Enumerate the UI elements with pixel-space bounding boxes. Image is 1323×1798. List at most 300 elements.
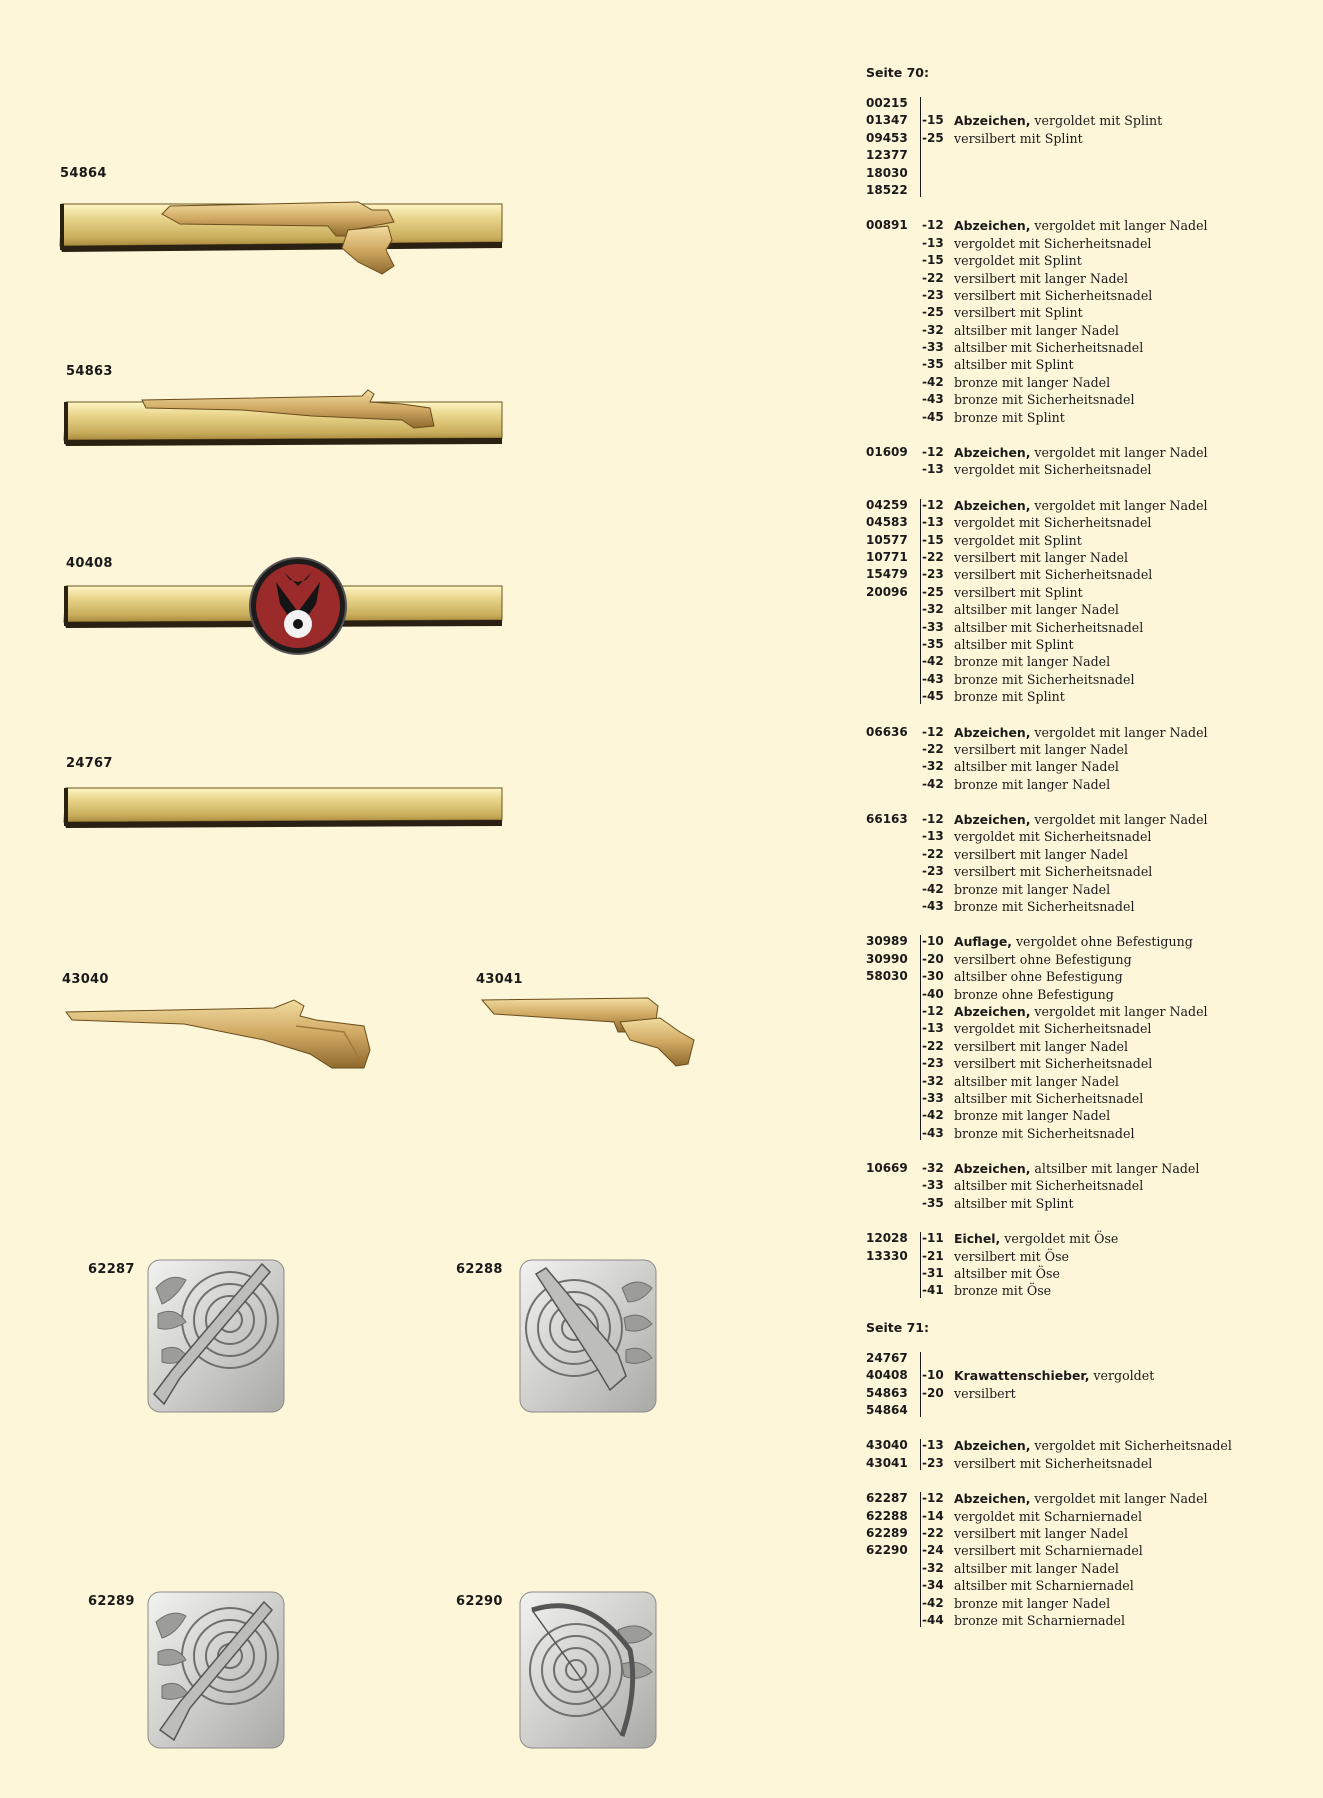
finish-description: altsilber mit Scharniernadel [954,1578,1134,1594]
finish-description: bronze mit langer Nadel [954,881,1111,897]
price-row [866,741,1306,758]
finish-description: bronze mit Scharniernadel [954,1612,1125,1628]
product-code-62290: 62290 [456,1594,503,1609]
variant-suffix: -22 [922,741,944,756]
price-row [866,304,1306,321]
tie-bar-emblem-image [62,552,506,658]
variant-description [954,566,1306,583]
variant-description [954,514,1306,531]
finish-description: vergoldet [1089,1368,1155,1384]
variant-suffix: -30 [922,969,944,984]
variant-suffix: -40 [922,986,944,1001]
group-gap [866,1212,1306,1230]
article-number [866,1282,914,1299]
price-row [866,671,1306,688]
article-number: 62287 [866,1491,908,1506]
group-gap [866,199,1306,217]
article-number [866,1055,914,1072]
price-row [866,1455,1306,1472]
article-number [866,287,914,304]
variant-suffix: -12 [922,445,944,460]
variant-description [954,688,1306,705]
price-row [866,601,1306,618]
article-number: 00215 [866,96,908,110]
finish-description: bronze mit langer Nadel [954,1108,1111,1124]
target-badge-rifle-2-image [146,1590,286,1750]
price-row [866,95,1306,112]
variant-description [954,182,1306,199]
article-number [866,1038,914,1055]
variant-description [954,1248,1306,1265]
variant-suffix: -42 [922,374,944,389]
variant-description [954,898,1306,915]
variant-suffix: -42 [922,881,944,896]
finish-description: bronze mit langer Nadel [954,1595,1111,1611]
variant-description [954,1160,1306,1177]
finish-description: versilbert mit langer Nadel [954,846,1128,862]
article-number: 10669 [866,1161,908,1176]
article-number [866,776,914,793]
finish-description: vergoldet mit langer Nadel [1030,497,1208,513]
product-type: Abzeichen, [954,113,1031,129]
article-number [866,252,914,269]
article-number [866,235,914,252]
price-row [866,339,1306,356]
tie-bar-pistol-image [58,196,504,286]
price-group [866,1350,1306,1420]
article-number [866,1003,914,1020]
product-type: Abzeichen, [954,1491,1031,1507]
variant-suffix: -42 [922,654,944,669]
group-gap [866,426,1306,444]
price-row [866,356,1306,373]
variant-suffix: -44 [922,1612,944,1627]
product-code-43041: 43041 [476,972,523,987]
finish-description: versilbert mit Sicherheitsnadel [954,287,1153,303]
finish-description: vergoldet mit Sicherheitsnadel [1030,1438,1232,1454]
price-row [866,951,1306,968]
price-row [866,252,1306,269]
finish-description: versilbert mit langer Nadel [954,1525,1128,1541]
product-type: Abzeichen, [954,1438,1031,1454]
variant-description [954,409,1306,426]
price-row [866,409,1306,426]
tie-bar-plain-image [62,786,506,830]
variant-description [954,1038,1306,1055]
variant-description [954,1437,1306,1454]
price-row [866,165,1306,182]
article-number [866,828,914,845]
variant-description [954,1003,1306,1020]
finish-description: vergoldet mit langer Nadel [1030,445,1208,461]
variant-description [954,758,1306,775]
price-row [866,724,1306,741]
price-row [866,933,1306,950]
price-row [866,1577,1306,1594]
product-type: Abzeichen, [954,445,1031,461]
finish-description: vergoldet mit langer Nadel [1030,812,1208,828]
product-type: Abzeichen, [954,1003,1031,1019]
variant-suffix: -23 [922,1056,944,1071]
price-row [866,653,1306,670]
article-number [866,653,914,670]
finish-description: bronze mit Sicherheitsnadel [954,671,1135,687]
variant-suffix: -32 [922,1073,944,1088]
finish-description: vergoldet mit Splint [1030,113,1163,129]
price-row [866,881,1306,898]
finish-description: vergoldet mit Sicherheitsnadel [954,515,1152,531]
article-number: 01347 [866,113,908,128]
article-number: 12377 [866,148,908,163]
price-row [866,968,1306,985]
article-number [866,846,914,863]
finish-description: vergoldet ohne Befestigung [1011,934,1193,950]
price-group [866,811,1306,915]
price-row [866,1265,1306,1282]
article-number [866,409,914,426]
variant-description [954,863,1306,880]
finish-description: versilbert mit langer Nadel [954,1038,1128,1054]
finish-description: versilbert mit Sicherheitsnadel [954,1056,1153,1072]
variant-description [954,1525,1306,1542]
variant-description [954,1595,1306,1612]
variant-suffix: -42 [922,776,944,791]
price-row [866,270,1306,287]
finish-description: altsilber mit Öse [954,1266,1060,1282]
article-number [866,636,914,653]
finish-description: bronze mit langer Nadel [954,776,1111,792]
finish-description: versilbert mit Sicherheitsnadel [954,864,1153,880]
price-row [866,1350,1306,1367]
finish-description: altsilber mit langer Nadel [1030,1161,1200,1177]
article-number [866,863,914,880]
price-row [866,217,1306,234]
variant-suffix: -25 [922,584,944,599]
article-number [866,339,914,356]
article-number [866,1073,914,1090]
variant-description [954,671,1306,688]
price-row [866,1248,1306,1265]
variant-description [954,1230,1306,1247]
price-row [866,636,1306,653]
finish-description: versilbert mit Splint [954,130,1083,146]
variant-suffix: -15 [922,113,944,128]
product-code-62289: 62289 [88,1594,135,1609]
article-number [866,270,914,287]
group-gap [866,1419,1306,1437]
article-number: 58030 [866,969,908,984]
variant-suffix: -12 [922,497,944,512]
finish-description: altsilber mit Sicherheitsnadel [954,340,1144,356]
article-number: 43041 [866,1455,908,1470]
price-row [866,1367,1306,1384]
variant-description [954,1055,1306,1072]
finish-description: altsilber mit Sicherheitsnadel [954,1090,1144,1106]
price-row [866,584,1306,601]
price-row [866,566,1306,583]
article-number [866,986,914,1003]
price-row [866,758,1306,775]
finish-description: vergoldet mit Splint [954,253,1082,269]
grouping-bracket [916,1352,921,1418]
variant-description [954,828,1306,845]
finish-description: vergoldet mit Sicherheitsnadel [954,462,1152,478]
variant-description [954,741,1306,758]
finish-description: versilbert mit Splint [954,305,1083,321]
article-number [866,1177,914,1194]
product-code-54864: 54864 [60,166,107,181]
variant-suffix: -42 [922,1108,944,1123]
article-number [866,688,914,705]
article-number: 62290 [866,1543,908,1558]
variant-suffix: -10 [922,1368,944,1383]
grouping-bracket [916,1492,921,1627]
product-code-43040: 43040 [62,972,109,987]
finish-description: vergoldet mit Scharniernadel [954,1508,1142,1524]
variant-suffix: -34 [922,1578,944,1593]
grouping-bracket [916,1232,921,1298]
product-type: Abzeichen, [954,218,1031,234]
variant-description [954,130,1306,147]
price-row [866,1230,1306,1247]
finish-description: bronze mit langer Nadel [954,654,1111,670]
price-row [866,235,1306,252]
variant-suffix: -22 [922,846,944,861]
price-group [866,933,1306,1142]
finish-description: altsilber mit langer Nadel [954,602,1119,618]
article-number: 00891 [866,218,908,233]
variant-suffix: -43 [922,1125,944,1140]
article-number: 15479 [866,567,908,582]
price-row [866,1003,1306,1020]
finish-description: altsilber mit Splint [954,636,1074,652]
variant-suffix: -23 [922,1455,944,1470]
variant-suffix: -25 [922,305,944,320]
finish-description: altsilber mit Sicherheitsnadel [954,619,1144,635]
finish-description: altsilber ohne Befestigung [954,969,1123,985]
price-row [866,1038,1306,1055]
price-row [866,1508,1306,1525]
article-number [866,1612,914,1629]
variant-suffix: -13 [922,462,944,477]
variant-suffix: -11 [922,1231,944,1246]
article-number [866,741,914,758]
price-row [866,1177,1306,1194]
article-number [866,671,914,688]
variant-suffix: -32 [922,322,944,337]
variant-description [954,846,1306,863]
article-number: 18030 [866,165,908,180]
variant-description [954,986,1306,1003]
article-number [866,601,914,618]
variant-description [954,1490,1306,1507]
variant-suffix: -20 [922,1385,944,1400]
price-group [866,444,1306,479]
article-number: 10577 [866,532,908,547]
price-row [866,322,1306,339]
finish-description: vergoldet mit Splint [954,532,1082,548]
variant-suffix: -13 [922,515,944,530]
finish-description: versilbert mit langer Nadel [954,741,1128,757]
variant-description [954,1577,1306,1594]
price-row [866,444,1306,461]
group-gap [866,479,1306,497]
page-reference-heading: Seite 70: [866,65,929,80]
finish-description: vergoldet mit langer Nadel [1030,218,1208,234]
variant-description [954,112,1306,129]
finish-description: bronze mit Splint [954,689,1065,705]
variant-suffix: -14 [922,1508,944,1523]
variant-description [954,270,1306,287]
price-row [866,1160,1306,1177]
article-number [866,1090,914,1107]
finish-description: versilbert ohne Befestigung [954,951,1132,967]
variant-suffix: -33 [922,1090,944,1105]
finish-description: vergoldet mit langer Nadel [1030,1491,1208,1507]
target-badge-rifle-1-image [146,1258,286,1414]
variant-suffix: -23 [922,864,944,879]
finish-description: altsilber mit langer Nadel [954,322,1119,338]
article-number: 43040 [866,1438,908,1453]
variant-suffix: -10 [922,934,944,949]
variant-description [954,1125,1306,1142]
tie-bar-rifle-image [62,386,506,448]
variant-description [954,1385,1306,1402]
variant-suffix: -20 [922,951,944,966]
finish-description: vergoldet mit langer Nadel [1030,724,1208,740]
price-row [866,986,1306,1003]
article-number: 30990 [866,951,908,966]
product-code-24767: 24767 [66,756,113,771]
group-gap [866,793,1306,811]
price-row [866,1542,1306,1559]
variant-description [954,532,1306,549]
price-row [866,1282,1306,1299]
article-number [866,356,914,373]
article-number [866,1125,914,1142]
variant-description [954,951,1306,968]
variant-suffix: -32 [922,1560,944,1575]
variant-description [954,1107,1306,1124]
finish-description: bronze mit Sicherheitsnadel [954,1125,1135,1141]
finish-description: versilbert mit langer Nadel [954,549,1128,565]
variant-description [954,304,1306,321]
article-number [866,1577,914,1594]
price-row [866,898,1306,915]
price-row [866,1090,1306,1107]
grouping-bracket [916,97,921,197]
article-number: 13330 [866,1248,908,1263]
variant-description [954,1177,1306,1194]
variant-description [954,1560,1306,1577]
article-number [866,619,914,636]
variant-suffix: -31 [922,1266,944,1281]
variant-description [954,1265,1306,1282]
price-group [866,497,1306,706]
price-row [866,1612,1306,1629]
heading-gap [866,1336,1306,1350]
product-type: Auflage, [954,934,1012,950]
variant-suffix: -45 [922,409,944,424]
variant-description [954,391,1306,408]
finish-description: versilbert [954,1385,1016,1401]
variant-description [954,497,1306,514]
price-row [866,147,1306,164]
finish-description: altsilber mit langer Nadel [954,1073,1119,1089]
finish-description: bronze mit Öse [954,1283,1052,1299]
variant-description [954,374,1306,391]
article-number: 01609 [866,445,908,460]
article-number: 06636 [866,724,908,739]
price-row [866,1055,1306,1072]
section-gap [866,1300,1306,1319]
variant-description [954,1367,1306,1384]
grouping-bracket [916,1439,921,1470]
product-type: Abzeichen, [954,1161,1031,1177]
variant-suffix: -22 [922,270,944,285]
finish-description: vergoldet mit langer Nadel [1030,1003,1208,1019]
finish-description: versilbert mit Sicherheitsnadel [954,567,1153,583]
variant-suffix: -22 [922,1038,944,1053]
variant-description [954,636,1306,653]
finish-description: vergoldet mit Sicherheitsnadel [954,1021,1152,1037]
article-number [866,1265,914,1282]
price-row [866,619,1306,636]
variant-suffix: -13 [922,1021,944,1036]
variant-suffix: -12 [922,1491,944,1506]
variant-suffix: -32 [922,602,944,617]
variant-suffix: -32 [922,759,944,774]
price-row [866,549,1306,566]
variant-description [954,881,1306,898]
variant-suffix: -15 [922,532,944,547]
price-row [866,828,1306,845]
variant-description [954,287,1306,304]
target-badge-pistol-image [518,1258,658,1414]
variant-description [954,461,1306,478]
article-number [866,391,914,408]
variant-description [954,1508,1306,1525]
variant-description [954,1090,1306,1107]
variant-suffix: -43 [922,899,944,914]
variant-description [954,1073,1306,1090]
variant-suffix: -12 [922,724,944,739]
article-number: 04583 [866,515,908,530]
price-row [866,497,1306,514]
variant-description [954,724,1306,741]
finish-description: altsilber mit Splint [954,357,1074,373]
group-gap [866,915,1306,933]
variant-suffix: -22 [922,1525,944,1540]
finish-description: versilbert mit langer Nadel [954,270,1128,286]
price-row [866,1525,1306,1542]
product-type: Eichel, [954,1231,1001,1247]
price-row [866,374,1306,391]
article-number: 04259 [866,497,908,512]
article-number: 66163 [866,812,908,827]
price-row [866,846,1306,863]
price-row [866,1437,1306,1454]
price-row [866,391,1306,408]
variant-suffix: -43 [922,671,944,686]
article-number: 62289 [866,1525,908,1540]
finish-description: vergoldet mit Sicherheitsnadel [954,235,1152,251]
finish-description: altsilber mit langer Nadel [954,759,1119,775]
variant-description [954,619,1306,636]
price-row [866,1385,1306,1402]
variant-suffix: -21 [922,1248,944,1263]
article-number: 09453 [866,130,908,145]
